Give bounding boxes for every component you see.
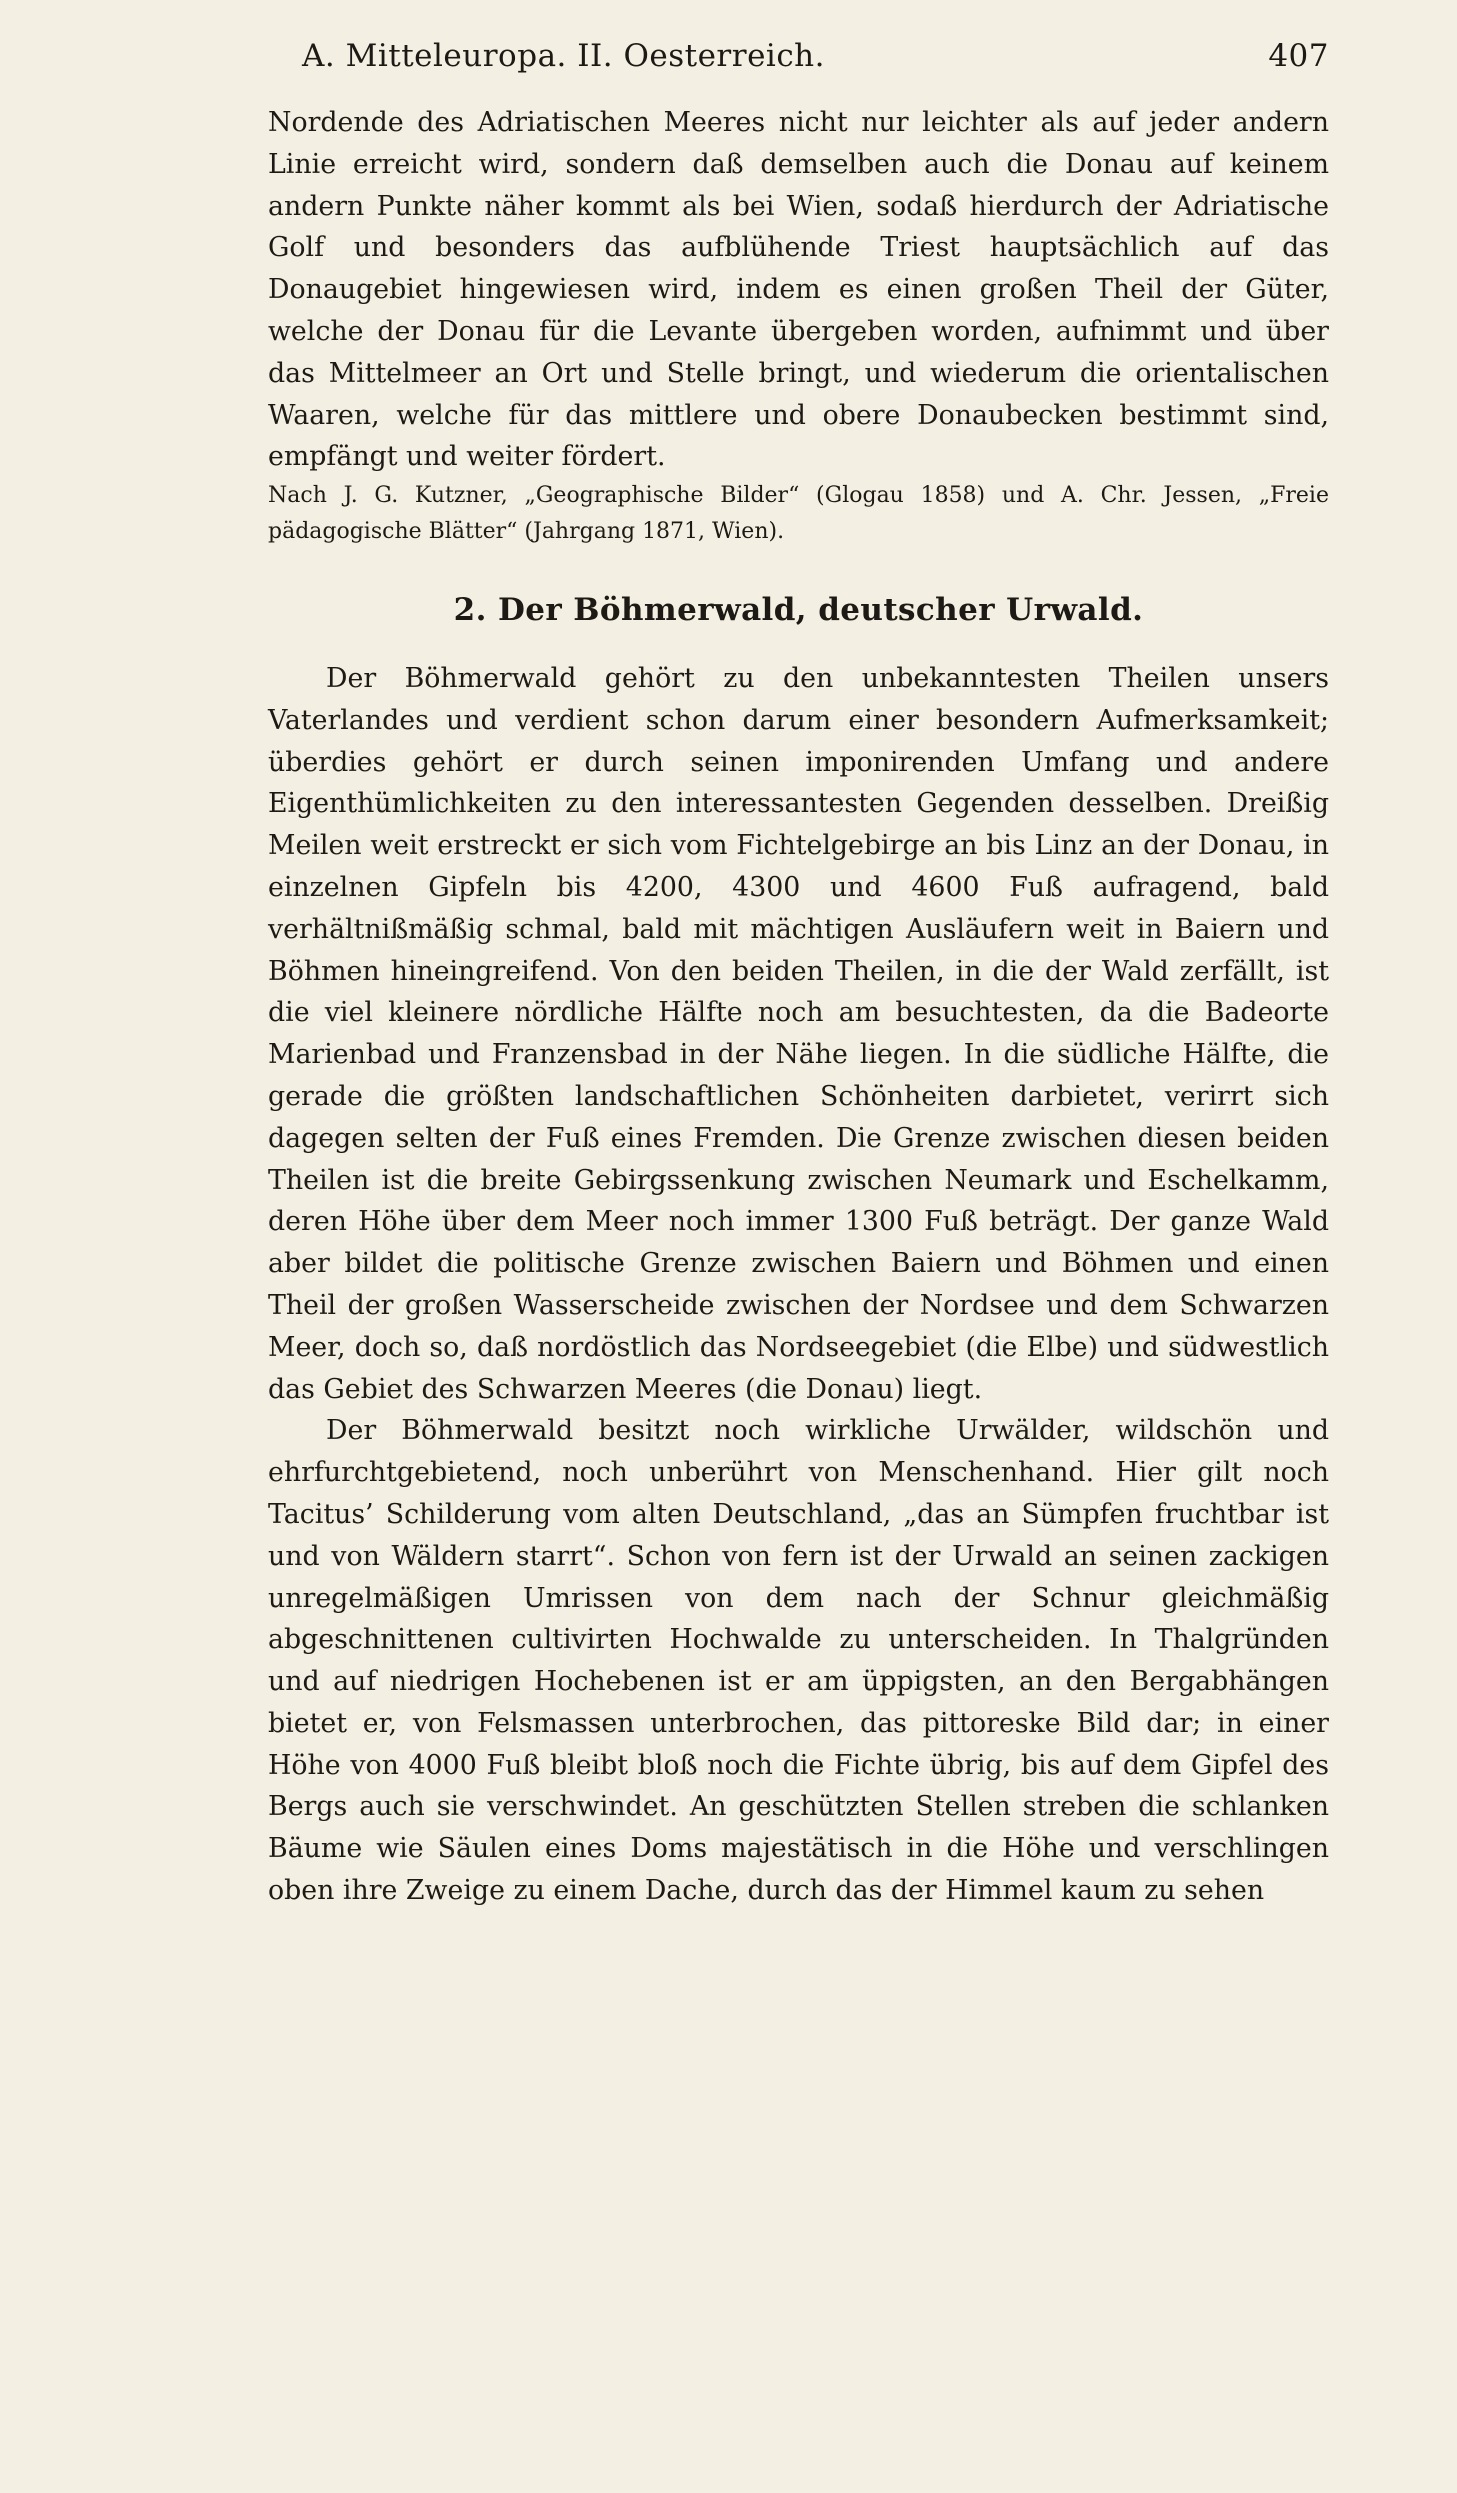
paragraph-urwald-description: Der Böhmerwald besitzt noch wirkliche Urwälder, wildschön und ehrfurchtgebietend, noch unberührt von Menschenhand. Hier gilt noch Tacitus’ Schilderung vom alten Deutschland, „das an Sümpfen fruchtbar ist und von Wäldern starrt“. Schon von fern ist der Urwald an seinen zackigen unregelmäßigen Umrissen von dem nach der Schnur gleichmäßig abgeschnittenen cultivirten Hochwalde zu unterscheiden. In Thalgründen und auf niedrigen Hochebenen ist er am üppigsten, an den Bergabhängen bietet er, von Felsmassen unterbrochen, das pittoreske Bild dar; in einer Höhe von 4000 Fuß bleibt bloß noch die Fichte übrig, bis auf dem Gipfel des Bergs auch sie verschwindet. An geschützten Stellen streben die schlanken Bäume wie Säulen eines Doms majestätisch in die Höhe und verschlingen oben ihre Zweige zu einem Dache, durch das der Himmel kaum zu sehen — [268, 1415, 1329, 1907]
source-note: Nach J. G. Kutzner, „Geographische Bilder“ (Glogau 1858) und A. Chr. Jessen, „Freie pädagogische Blätter“ (Jahrgang 1871, Wien). — [268, 483, 1329, 545]
body-text — [268, 102, 1329, 1912]
running-head — [268, 30, 1329, 82]
running-head-title: A. Mitteleuropa. II. Oesterreich. — [302, 38, 826, 74]
intro-paragraph: Nordende des Adriatischen Meeres nicht nur leichter als auf jeder andern Linie erreicht wird, sondern daß demselben auch die Donau auf keinem andern Punkte näher kommt als bei Wien, sodaß hierdurch der Adriatische Golf und besonders das aufblühende Triest hauptsächlich auf das Donaugebiet hingewiesen wird, indem es einen großen Theil der Güter, welche der Donau für die Levante übergeben worden, aufnimmt und über das Mittelmeer an Ort und Stelle bringt, und wiederum die orientalischen Waaren, welche für das mittlere und obere Donaubecken bestimmt sind, empfängt und weiter fördert. — [268, 107, 1329, 473]
section-heading: 2. Der Böhmerwald, deutscher Urwald. — [453, 592, 1144, 629]
paragraph-boehmerwald-overview: Der Böhmerwald gehört zu den unbekanntesten Theilen unsers Vaterlandes und verdient schon darum einer besondern Aufmerksamkeit; überdies gehört er durch seinen imponirenden Umfang und andere Eigenthümlichkeiten zu den interessantesten Gegenden desselben. Dreißig Meilen weit erstreckt er sich vom Fichtelgebirge an bis Linz an der Donau, in einzelnen Gipfeln bis 4200, 4300 und 4600 Fuß aufragend, bald verhältnißmäßig schmal, bald mit mächtigen Ausläufern weit in Baiern und Böhmen hineingreifend. Von den beiden Theilen, in die der Wald zerfällt, ist die viel kleinere nördliche Hälfte noch am besuchtesten, da die Badeorte Marienbad und Franzensbad in der Nähe liegen. In die südliche Hälfte, die gerade die größten landschaftlichen Schönheiten darbietet, verirrt sich dagegen selten der Fuß eines Fremden. Die Grenze zwischen diesen beiden Theilen ist die breite Gebirgssenkung zwischen Neumark und Eschelkamm, deren Höhe über dem Meer noch immer 1300 Fuß beträgt. Der ganze Wald aber bildet die politische Grenze zwischen Baiern und Böhmen und einen Theil der großen Wasserscheide zwischen der Nordsee und dem Schwarzen Meer, doch so, daß nordöstlich das Nordseegebiet (die Elbe) und südwestlich das Gebiet des Schwarzen Meeres (die Donau) liegt. — [268, 662, 1329, 1405]
page-number: 407 — [1268, 38, 1329, 74]
